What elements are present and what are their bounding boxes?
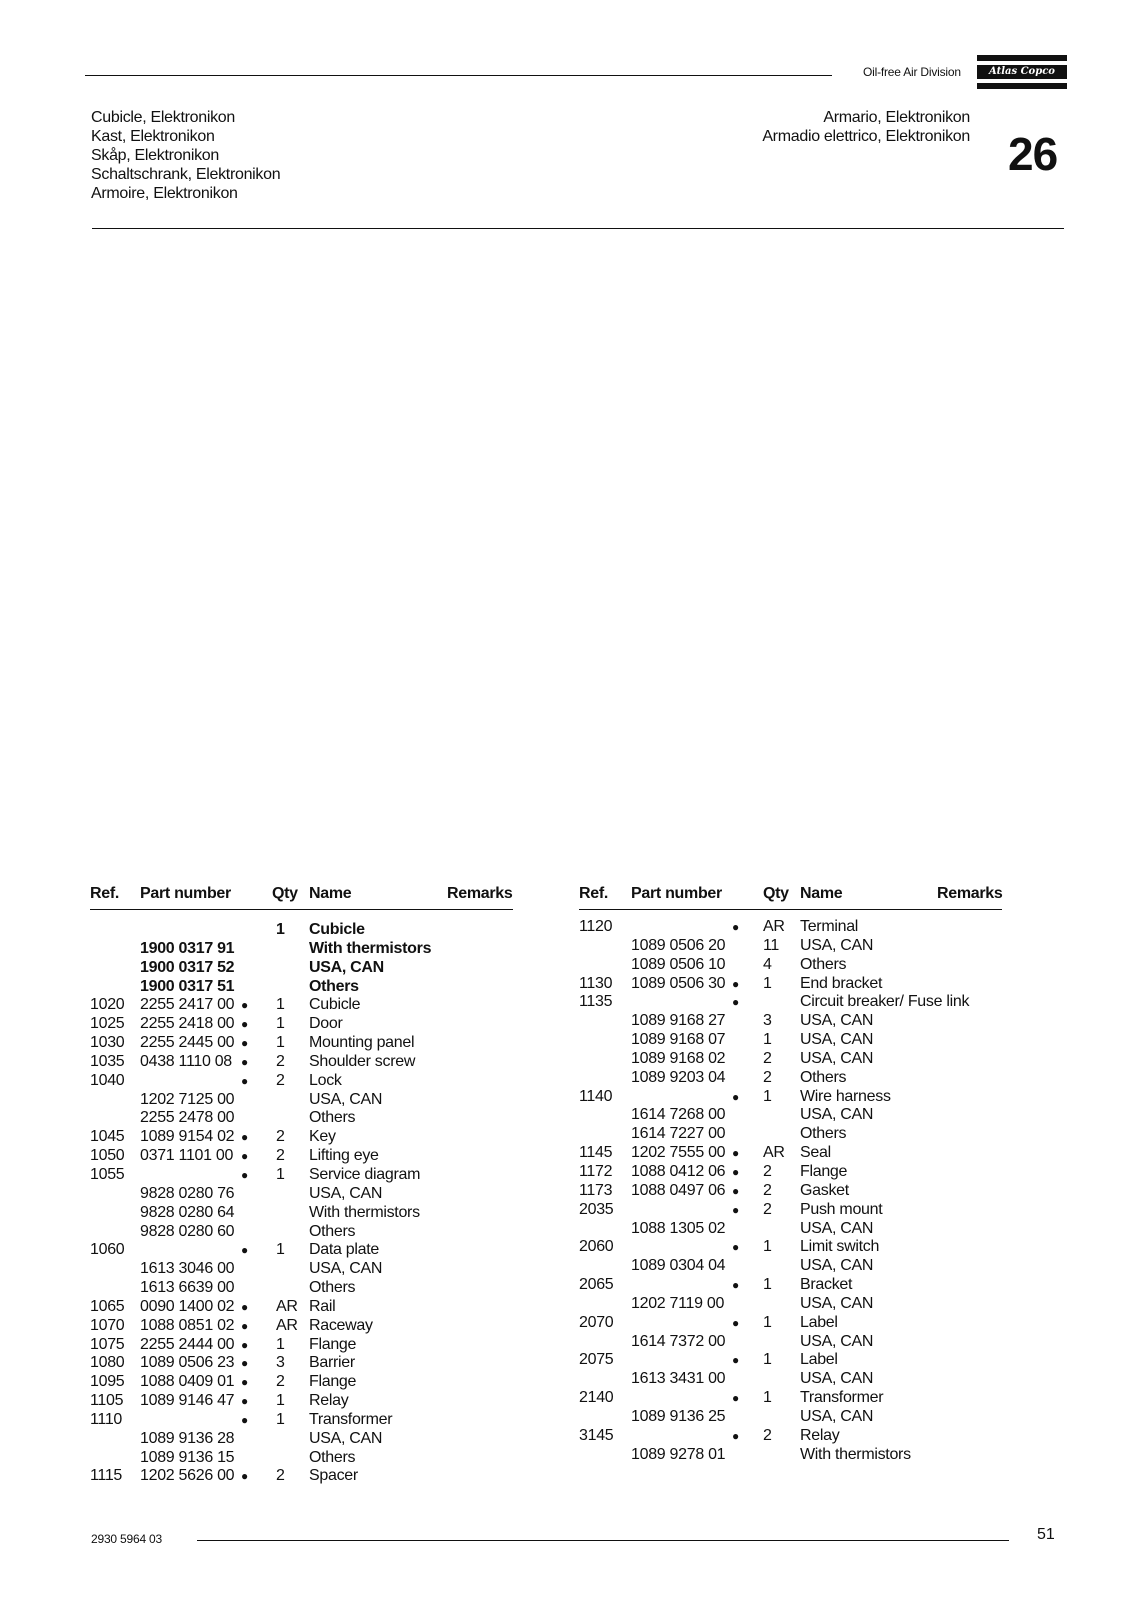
part-number-cell: 1089 9168 07 [631,1031,726,1049]
qty-cell: 2 [763,1181,772,1199]
bullet-icon: ● [241,1167,248,1182]
part-number-cell: 2255 2417 00 [140,996,235,1014]
bullet-icon: ● [241,1356,248,1371]
col-name-header: Name [309,885,352,902]
name-cell: Lock [309,1071,342,1089]
name-cell: USA, CAN [800,1332,874,1350]
qty-cell: 1 [276,1410,285,1428]
part-number-cell: 2255 2445 00 [140,1034,235,1052]
qty-cell: 3 [276,1354,285,1372]
qty-cell: 1 [276,1241,285,1259]
part-number-cell: 1089 9168 02 [631,1049,726,1067]
name-cell: Label [800,1351,838,1369]
ref-cell: 1110 [90,1410,123,1428]
ref-cell: 1025 [90,1015,125,1033]
ref-cell: 1135 [579,993,613,1011]
ref-cell: 1040 [90,1071,125,1089]
title-spanish: Armario, Elektronikon [823,109,970,126]
title-swedish: Skåp, Elektronikon [91,147,220,164]
part-number-cell: 1614 7372 00 [631,1332,726,1350]
name-cell: Transformer [309,1410,393,1428]
ref-cell: 2035 [579,1200,614,1218]
name-cell: Gasket [800,1181,849,1199]
part-number-cell: 1900 0317 52 [140,958,235,976]
qty-cell: 1 [276,1034,285,1052]
part-number-cell: 9828 0280 76 [140,1184,235,1202]
col-ref-header: Ref. [579,885,609,902]
ref-cell: 1120 [579,918,613,935]
ref-cell: 1095 [90,1373,125,1391]
part-number-cell: 0090 1400 02 [140,1297,235,1315]
name-cell: With thermistors [800,1445,911,1463]
name-cell: Service diagram [309,1165,421,1183]
part-number-cell: 1088 1305 02 [631,1219,726,1237]
name-cell: USA, CAN [309,1090,383,1108]
bullet-icon: ● [241,1073,248,1088]
part-number-cell: 1202 5626 00 [140,1467,235,1485]
part-number-cell: 1614 7268 00 [631,1106,726,1124]
ref-cell: 1035 [90,1052,125,1070]
ref-cell: 2060 [579,1238,614,1256]
name-cell: Circuit breaker/ Fuse link [800,993,970,1011]
name-cell: Others [309,1222,356,1240]
qty-cell: 1 [763,1351,772,1369]
name-cell: Push mount [800,1200,883,1218]
titles-right [762,108,970,146]
qty-cell: 2 [276,1373,285,1391]
ref-cell: 1055 [90,1165,125,1183]
bullet-icon: ● [732,1183,739,1198]
name-cell: Lifting eye [309,1147,379,1165]
name-cell: USA, CAN [800,1407,874,1425]
part-number-cell: 1089 9146 47 [140,1392,235,1410]
ref-cell: 1050 [90,1147,125,1165]
bullet-icon: ● [732,1391,739,1406]
name-cell: Cubicle [309,996,361,1014]
title-italian: Armadio elettrico, Elektronikon [762,128,970,145]
col-remarks-header: Remarks [937,885,1003,902]
name-cell: Barrier [309,1354,355,1372]
col-qty-header: Qty [763,885,789,902]
name-cell: Door [309,1015,343,1033]
bullet-icon: ● [732,920,739,934]
qty-cell: AR [276,1316,298,1334]
name-cell: With thermistors [309,1203,420,1221]
name-cell: USA, CAN [800,1219,874,1237]
bullet-icon: ● [241,1299,248,1314]
qty-cell: 2 [763,1068,772,1086]
ref-cell: 1070 [90,1316,125,1334]
section-number: 26 [1008,128,1058,180]
qty-cell: 2 [276,1052,285,1070]
ref-cell: 1173 [579,1181,613,1199]
part-number-cell: 1614 7227 00 [631,1125,726,1143]
title-dutch: Kast, Elektronikon [91,128,215,145]
name-cell: Limit switch [800,1238,880,1256]
name-cell: USA, CAN [800,1049,874,1067]
ref-cell: 2075 [579,1351,614,1369]
bullet-icon: ● [732,1428,739,1443]
col-part-header: Part number [631,885,722,902]
name-cell: Key [309,1128,336,1146]
bullet-icon: ● [241,1130,248,1145]
part-number-cell: 0371 1101 00 [140,1147,234,1165]
part-number-cell: 1089 9136 28 [140,1429,235,1447]
qty-cell: AR [276,1297,298,1315]
ref-cell: 2065 [579,1276,614,1294]
bullet-icon: ● [732,995,739,1010]
qty-cell: 1 [763,1238,772,1256]
name-cell: Wire harness [800,1087,891,1105]
name-cell: Shoulder screw [309,1052,416,1070]
part-number-cell: 9828 0280 64 [140,1203,235,1221]
col-part-header: Part number [140,885,231,902]
part-number-cell: 1088 0497 06 [631,1181,726,1199]
title-french: Armoire, Elektronikon [91,185,238,202]
qty-cell: 1 [763,1031,772,1049]
name-cell: Others [800,1125,847,1143]
qty-cell: 1 [763,974,772,992]
col-remarks-header: Remarks [447,885,513,902]
part-number-cell: 1089 9203 04 [631,1068,726,1086]
name-cell: Others [309,1448,356,1466]
qty-cell: 1 [276,996,285,1014]
qty-cell: 2 [276,1147,285,1165]
header-rule [85,75,832,76]
bullet-icon: ● [241,1375,248,1390]
part-number-cell: 1089 9136 15 [140,1448,235,1466]
qty-cell: 2 [276,1071,285,1089]
name-cell: USA, CAN [800,936,874,954]
part-number-cell: 1088 0851 02 [140,1316,235,1334]
part-number-cell: 0438 1110 08 [140,1052,232,1070]
bullet-icon: ● [241,1318,248,1333]
col-ref-header: Ref. [90,885,120,902]
qty-cell: 1 [276,1392,285,1410]
qty-cell: 2 [763,1200,772,1218]
part-number-cell: 1613 6639 00 [140,1279,235,1297]
part-number-cell: 1089 9154 02 [140,1128,235,1146]
name-cell: Flange [800,1162,848,1180]
table-header-rule [90,909,513,910]
part-number-cell: 1089 0506 30 [631,974,726,992]
name-cell: Flange [309,1373,357,1391]
bullet-icon: ● [732,1353,739,1368]
qty-cell: 1 [276,921,285,938]
ref-cell: 2070 [579,1313,614,1331]
footer-rule [197,1540,1009,1541]
name-cell: End bracket [800,974,883,992]
part-number-cell: 1089 9168 27 [631,1012,726,1030]
name-cell: USA, CAN [800,1294,874,1312]
qty-cell: 1 [763,1313,772,1331]
title-english: Cubicle, Elektronikon [91,109,235,126]
ref-cell: 1080 [90,1354,125,1372]
bullet-icon: ● [732,1278,739,1293]
part-number-cell: 1900 0317 91 [140,939,235,957]
part-number-cell: 1089 0506 23 [140,1354,235,1372]
part-number-cell: 2255 2444 00 [140,1335,235,1353]
ref-cell: 1115 [90,1467,123,1485]
col-name-header: Name [800,885,843,902]
titles-left [91,108,280,203]
brand-logo [977,55,1067,89]
bullet-icon: ● [732,1089,739,1104]
name-cell: Cubicle [309,921,365,938]
qty-cell: 1 [276,1165,285,1183]
part-number-cell: 1089 9278 01 [631,1445,726,1463]
name-cell: Raceway [309,1316,373,1334]
qty-cell: 2 [276,1467,285,1485]
part-number-cell: 1089 0506 20 [631,936,726,954]
name-cell: Bracket [800,1276,853,1294]
part-number-cell: 9828 0280 60 [140,1222,235,1240]
name-cell: Spacer [309,1467,358,1485]
ref-cell: 1075 [90,1335,125,1353]
part-number-cell: 1089 0304 04 [631,1257,726,1275]
name-cell: Mounting panel [309,1034,415,1052]
bullet-icon: ● [241,1017,248,1032]
part-number-cell: 2255 2418 00 [140,1015,235,1033]
part-number-cell: 1089 0506 10 [631,955,726,973]
name-cell: Transformer [800,1389,884,1407]
name-cell: Rail [309,1297,336,1315]
bullet-icon: ● [732,1315,739,1330]
name-cell: Flange [309,1335,357,1353]
ref-cell: 1020 [90,996,125,1014]
qty-cell: 2 [276,1128,285,1146]
bullet-icon: ● [241,998,248,1013]
name-cell: USA, CAN [309,1429,383,1447]
name-cell: USA, CAN [309,958,384,976]
qty-cell: 2 [763,1426,772,1444]
bullet-icon: ● [732,976,739,991]
bullet-icon: ● [732,1164,739,1179]
name-cell: Label [800,1313,838,1331]
ref-cell: 1145 [579,1144,613,1162]
part-number-cell: 1613 3431 00 [631,1370,726,1388]
part-number-cell: 1613 3046 00 [140,1260,235,1278]
qty-cell: 4 [763,955,772,973]
ref-cell: 1030 [90,1034,125,1052]
qty-cell: 3 [763,1012,772,1030]
part-number-cell: 1088 0412 06 [631,1162,726,1180]
name-cell: USA, CAN [800,1031,874,1049]
qty-cell: AR [763,918,785,935]
part-number-cell: 1089 9136 25 [631,1407,726,1425]
qty-cell: AR [763,1144,785,1162]
name-cell: Terminal [800,918,859,935]
name-cell: Seal [800,1144,831,1162]
title-german: Schaltschrank, Elektronikon [91,166,281,183]
name-cell: Others [800,1068,847,1086]
name-cell: USA, CAN [309,1260,383,1278]
qty-cell: 2 [763,1049,772,1067]
brand-logo-text: Atlas Copco [977,65,1067,79]
qty-cell: 1 [763,1276,772,1294]
ref-cell: 1172 [579,1162,613,1180]
ref-cell: 2140 [579,1389,614,1407]
part-number-cell: 1202 7125 00 [140,1090,235,1108]
col-qty-header: Qty [272,885,298,902]
bullet-icon: ● [732,1146,739,1161]
ref-cell: 1045 [90,1128,125,1146]
bullet-icon: ● [732,1202,739,1217]
bullet-icon: ● [732,1240,739,1255]
qty-cell: 2 [763,1162,772,1180]
bullet-icon: ● [241,1337,248,1352]
name-cell: Relay [800,1426,840,1444]
ref-cell: 1140 [579,1087,613,1105]
bullet-icon: ● [241,1469,248,1484]
ref-cell: 1065 [90,1297,125,1315]
division-label: Oil-free Air Division [863,65,961,79]
part-number-cell: 1900 0317 51 [140,977,235,995]
table-header-rule [579,909,1002,910]
name-cell: Data plate [309,1241,379,1259]
name-cell: USA, CAN [800,1257,874,1275]
bullet-icon: ● [241,1394,248,1409]
part-number-cell: 1088 0409 01 [140,1373,235,1391]
part-number-cell: 1202 7119 00 [631,1294,725,1312]
name-cell: Relay [309,1392,349,1410]
qty-cell: 11 [763,936,780,954]
qty-cell: 1 [763,1087,772,1105]
qty-cell: 1 [276,1015,285,1033]
ref-cell: 1105 [90,1392,124,1410]
qty-cell: 1 [276,1335,285,1353]
document-number: 2930 5964 03 [91,1532,163,1546]
name-cell: USA, CAN [800,1012,874,1030]
bullet-icon: ● [241,1054,248,1069]
qty-cell: 1 [763,1389,772,1407]
part-number-cell: 2255 2478 00 [140,1109,235,1127]
bullet-icon: ● [241,1243,248,1258]
name-cell: Others [800,955,847,973]
ref-cell: 1130 [579,974,613,992]
section-rule [92,228,1064,229]
name-cell: USA, CAN [800,1370,874,1388]
bullet-icon: ● [241,1149,248,1164]
ref-cell: 1060 [90,1241,125,1259]
name-cell: Others [309,977,359,995]
part-number-cell: 1202 7555 00 [631,1144,726,1162]
bullet-icon: ● [241,1036,248,1051]
page-number: 51 [1037,1526,1055,1543]
name-cell: Others [309,1279,356,1297]
name-cell: Others [309,1109,356,1127]
bullet-icon: ● [241,1412,248,1427]
name-cell: USA, CAN [309,1184,383,1202]
ref-cell: 3145 [579,1426,614,1444]
name-cell: With thermistors [309,939,432,957]
name-cell: USA, CAN [800,1106,874,1124]
